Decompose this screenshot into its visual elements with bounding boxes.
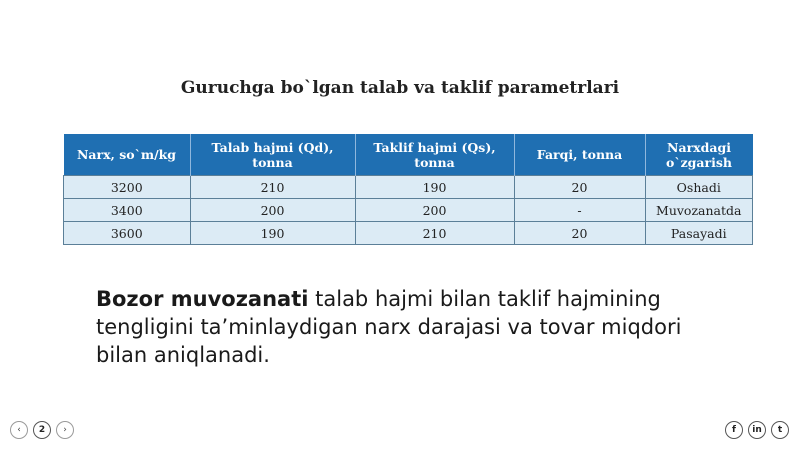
header-price-change: Narxdagi o`zgarish [645, 134, 753, 176]
table-row [64, 222, 753, 245]
table-row [64, 199, 753, 222]
cell-price-change: Muvozanatda [645, 199, 753, 222]
facebook-icon: f [732, 425, 736, 435]
cell-price-change: Pasayadi [645, 222, 753, 245]
facebook-button[interactable] [725, 421, 743, 439]
header-supply: Taklif hajmi (Qs), tonna [355, 134, 514, 176]
definition-paragraph [96, 285, 736, 369]
definition-term: Bozor muvozanati [96, 287, 309, 311]
twitter-icon: t [777, 425, 783, 435]
header-demand: Talab hajmi (Qd), tonna [190, 134, 355, 176]
table-header-row [64, 134, 753, 176]
previous-slide-button[interactable] [10, 421, 28, 439]
cell-demand: 190 [190, 222, 355, 245]
header-price: Narx, so`m/kg [64, 134, 191, 176]
cell-price-change: Oshadi [645, 176, 753, 199]
cell-demand: 200 [190, 199, 355, 222]
header-difference: Farqi, tonna [514, 134, 645, 176]
data-table [63, 134, 753, 245]
chevron-right-icon: › [63, 425, 67, 435]
twitter-button[interactable] [771, 421, 789, 439]
cell-price: 3600 [64, 222, 191, 245]
cell-difference: 20 [514, 176, 645, 199]
cell-supply: 200 [355, 199, 514, 222]
cell-price: 3400 [64, 199, 191, 222]
cell-supply: 190 [355, 176, 514, 199]
linkedin-button[interactable] [748, 421, 766, 439]
next-slide-button[interactable] [56, 421, 74, 439]
social-links [725, 421, 789, 439]
definition-text: talab hajmi bilan taklif hajmining tengligini ta’minlaydigan narx darajasi va tovar miqdori bilan aniqlanadi. [96, 287, 682, 367]
slide-navigation [10, 421, 74, 439]
cell-difference: 20 [514, 222, 645, 245]
page-number: 2 [33, 421, 51, 439]
cell-difference: - [514, 199, 645, 222]
chevron-left-icon: ‹ [17, 425, 21, 435]
linkedin-icon: in [752, 425, 762, 435]
cell-demand: 210 [190, 176, 355, 199]
table-row [64, 176, 753, 199]
cell-price: 3200 [64, 176, 191, 199]
table-title: Guruchga bo`lgan talab va taklif parametrlari [180, 78, 620, 98]
cell-supply: 210 [355, 222, 514, 245]
